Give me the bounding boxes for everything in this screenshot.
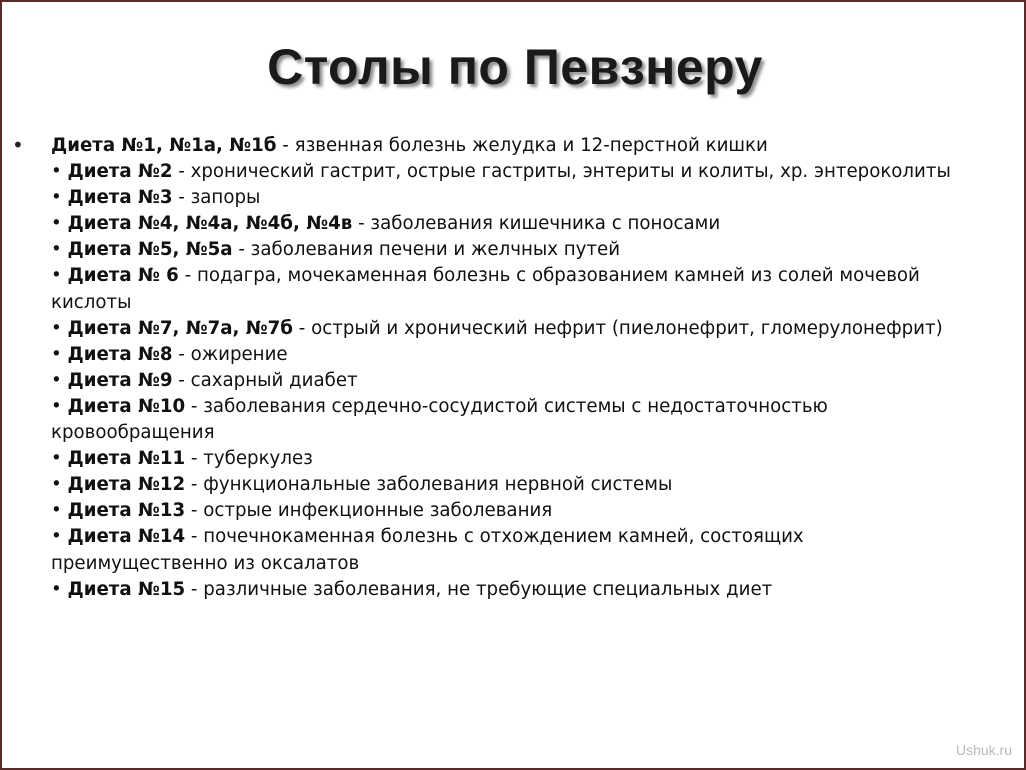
list-item: • Диета №13 - острые инфекционные заболевания: [51, 500, 553, 522]
watermark: Ushuk.ru: [955, 742, 1012, 758]
list-item: • Диета №2 - хронический гастрит, острые гастриты, энтериты и колиты, хр. энтероколиты: [51, 161, 951, 183]
list-item: • Диета №12 - функциональные заболевания нервной системы: [51, 474, 673, 496]
list-item: • Диета №7, №7а, №7б - острый и хронический нефрит (пиелонефрит, гломерулонефрит): [51, 317, 943, 339]
list-item: • Диета №3 - запоры: [51, 187, 261, 209]
list-item: • Диета № 6 - подагра, мочекаменная болезнь с образованием камней из солей мочевой: [51, 265, 920, 287]
bullet-icon: •: [12, 133, 24, 157]
list-item: • Диета №4, №4а, №4б, №4в - заболевания кишечника с поносами: [51, 213, 721, 235]
list-item-continuation: преимущественно из оксалатов: [51, 552, 360, 574]
list-item: • Диета №8 - ожирение: [51, 343, 288, 365]
page-title: Столы по Певзнеру: [267, 39, 763, 95]
list-item: Диета №1, №1а, №1б - язвенная болезнь желудка и 12-перстной кишки: [51, 135, 768, 156]
diet-list: [51, 133, 1001, 603]
list-item: • Диета №5, №5а - заболевания печени и желчных путей: [51, 239, 621, 261]
list-item: • Диета №9 - сахарный диабет: [51, 369, 358, 391]
list-item: • Диета №14 - почечнокаменная болезнь с отхождением камней, состоящих: [51, 526, 804, 548]
list-item: • Диета №15 - различные заболевания, не требующие специальных диет: [51, 578, 773, 600]
list-item-continuation: кровообращения: [51, 422, 215, 444]
list-item: • Диета №11 - туберкулез: [51, 448, 313, 470]
list-item: • Диета №10 - заболевания сердечно-сосудистой системы с недостаточностью: [51, 395, 828, 417]
list-item-continuation: кислоты: [51, 291, 132, 313]
